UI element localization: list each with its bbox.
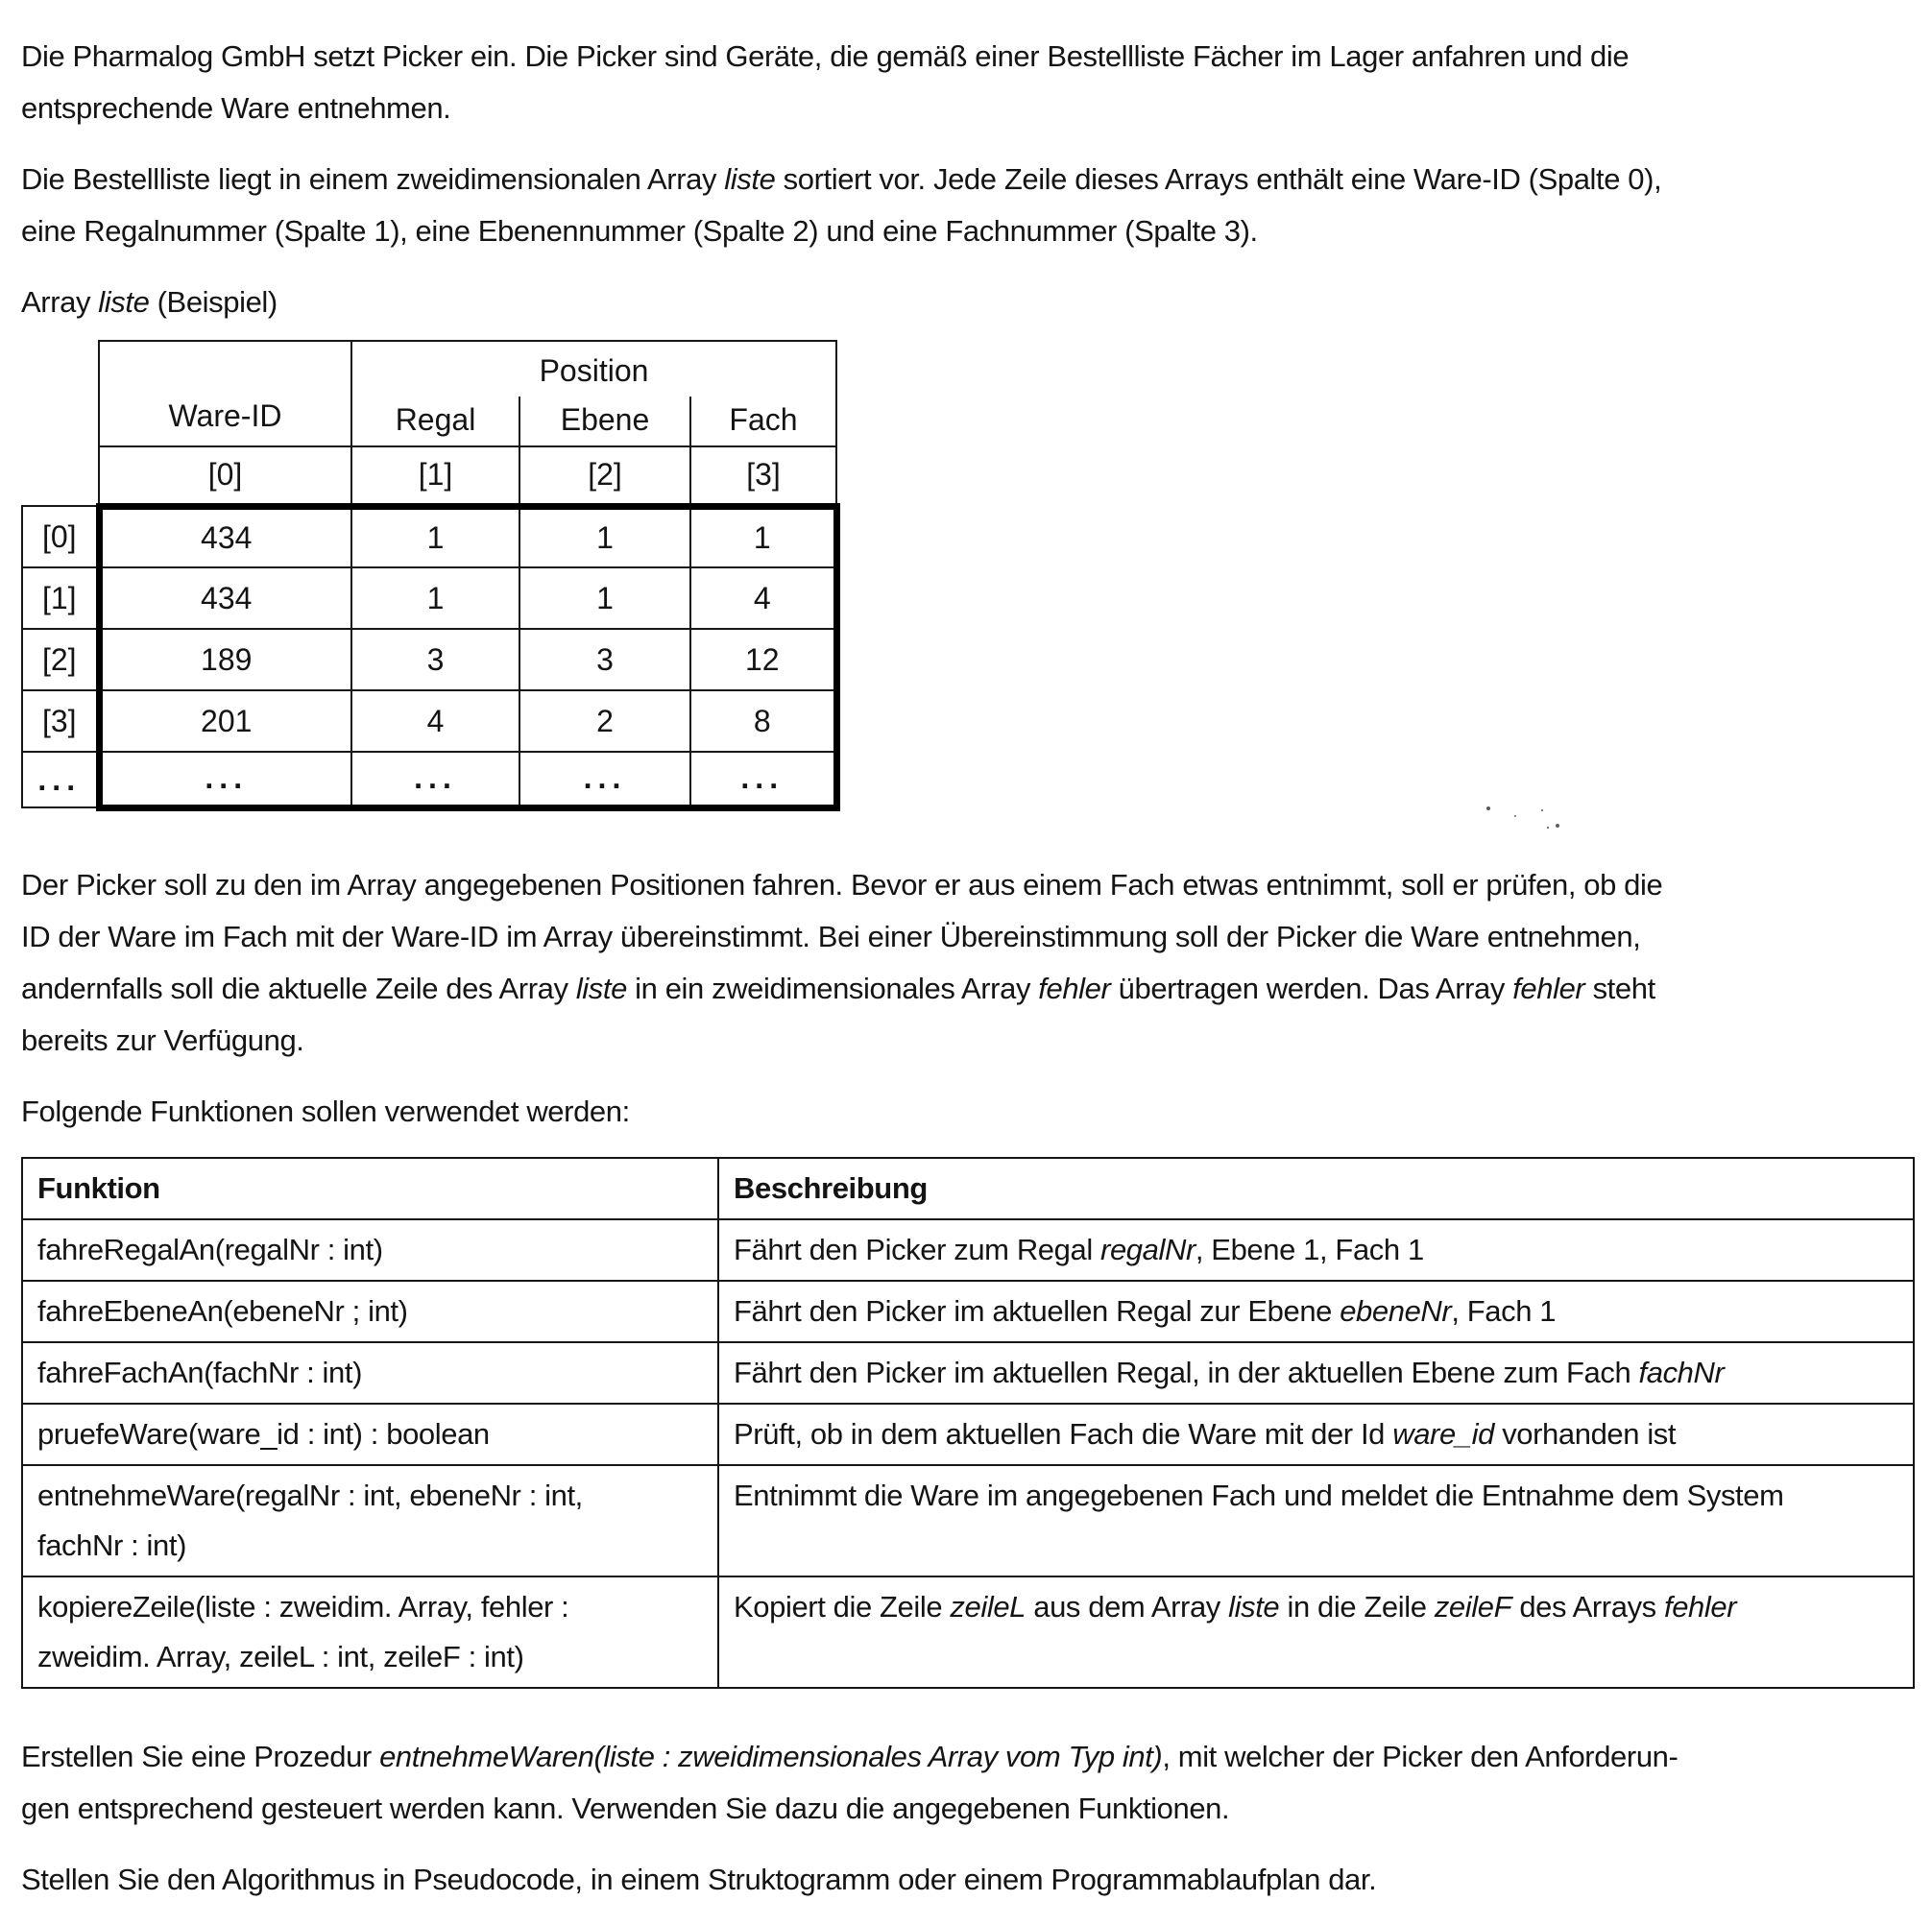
paragraph-task-representation: Stellen Sie den Algorithmus in Pseudocode, in einem Struktogramm oder einem Programmablaufplan dar. bbox=[21, 1862, 1377, 1896]
column-header-beschreibung: Beschreibung bbox=[718, 1158, 1914, 1219]
array-cell: 434 bbox=[99, 567, 351, 629]
array-cell: 201 bbox=[99, 690, 351, 752]
function-cell: fahreFachAn(fachNr : int) bbox=[22, 1342, 718, 1404]
function-cell: pruefeWare(ware_id : int) : boolean bbox=[22, 1404, 718, 1465]
row-index-cell: [0] bbox=[22, 506, 99, 567]
table-row bbox=[22, 1404, 1914, 1465]
array-cell: ... bbox=[99, 752, 351, 807]
function-table-header-row bbox=[22, 1158, 1914, 1219]
array-cell: 1 bbox=[351, 506, 519, 567]
array-cell: 1 bbox=[690, 506, 836, 567]
table-row bbox=[22, 506, 836, 567]
column-header-fach: Fach bbox=[690, 397, 836, 446]
spacer-cell bbox=[22, 446, 99, 506]
table-row bbox=[22, 690, 836, 752]
paragraph-intro: Die Pharmalog GmbH setzt Picker ein. Die Picker sind Geräte, die gemäß einer Bestellliste Fächer im Lager anfahren und die entsprechende Ware entnehmen. bbox=[21, 39, 1630, 125]
function-cell: entnehmeWare(regalNr : int, ebeneNr : int, fachNr : int) bbox=[22, 1465, 718, 1576]
row-index-cell: [3] bbox=[22, 690, 99, 752]
document-page bbox=[21, 31, 1915, 1925]
scan-artifact bbox=[1486, 806, 1490, 810]
array-cell: 1 bbox=[519, 567, 690, 629]
description-cell: Fährt den Picker im aktuellen Regal, in der aktuellen Ebene zum Fach fachNr bbox=[718, 1342, 1914, 1404]
description-cell: Kopiert die Zeile zeileL aus dem Array liste in die Zeile zeileF des Arrays fehler bbox=[718, 1576, 1914, 1688]
row-index-cell: ... bbox=[22, 752, 99, 807]
paragraph-task-procedure: Erstellen Sie eine Prozedur entnehmeWaren(liste : zweidimensionales Array vom Typ int), mit welcher der Picker den Anforderun- gen entsprechend gesteuert werden kann. Verwenden Sie dazu die angegebenen Funktionen. bbox=[21, 1739, 1678, 1825]
paragraph-bestellliste: Die Bestellliste liegt in einem zweidimensionalen Array liste sortiert vor. Jede Zeile dieses Arrays enthält eine Ware-ID (Spalte 0), eine Regalnummer (Spalte 1), eine Ebenennummer (Spalte 2) und eine Fachnummer (Spalte 3). bbox=[21, 162, 1662, 248]
column-header-regal: Regal bbox=[351, 397, 519, 446]
function-cell: fahreEbeneAn(ebeneNr ; int) bbox=[22, 1281, 718, 1342]
table-row bbox=[22, 629, 836, 690]
function-table bbox=[21, 1157, 1915, 1689]
position-group-header: Position bbox=[351, 341, 836, 397]
row-index-cell: [1] bbox=[22, 567, 99, 629]
table-row bbox=[22, 1281, 1914, 1342]
column-index-cell: [1] bbox=[351, 446, 519, 506]
column-header-ware-id: Ware-ID bbox=[99, 341, 351, 446]
column-header-ebene: Ebene bbox=[519, 397, 690, 446]
array-cell: 3 bbox=[519, 629, 690, 690]
array-cell: 12 bbox=[690, 629, 836, 690]
array-cell: 4 bbox=[690, 567, 836, 629]
table-row bbox=[22, 1465, 1914, 1576]
array-cell: 4 bbox=[351, 690, 519, 752]
array-cell: ... bbox=[351, 752, 519, 807]
column-index-cell: [0] bbox=[99, 446, 351, 506]
paragraph-picker-behavior: Der Picker soll zu den im Array angegebenen Positionen fahren. Bevor er aus einem Fach etwas entnimmt, soll er prüfen, ob die ID der Ware im Fach mit der Ware-ID im Array übereinstimmt. Bei einer Übereinstimmung soll der Picker die Ware entnehmen, andernfalls soll die aktuelle Zeile des Array liste in ein zweidimensionales Array fehler übertragen werden. Das Array fehler steht bereits zur Verfügung. bbox=[21, 867, 1663, 1057]
row-index-cell: [2] bbox=[22, 629, 99, 690]
array-cell: ... bbox=[690, 752, 836, 807]
column-header-funktion: Funktion bbox=[22, 1158, 718, 1219]
function-cell: kopiereZeile(liste : zweidim. Array, fehler : zweidim. Array, zeileL : int, zeileF : int) bbox=[22, 1576, 718, 1688]
paragraph-functions-intro: Folgende Funktionen sollen verwendet werden: bbox=[21, 1094, 630, 1128]
table-row bbox=[22, 1219, 1914, 1281]
spacer-cell bbox=[22, 341, 99, 397]
array-cell: 189 bbox=[99, 629, 351, 690]
array-cell: 1 bbox=[351, 567, 519, 629]
array-cell: 3 bbox=[351, 629, 519, 690]
function-cell: fahreRegalAn(regalNr : int) bbox=[22, 1219, 718, 1281]
array-table-caption: Array liste (Beispiel) bbox=[21, 285, 278, 319]
array-cell: 434 bbox=[99, 506, 351, 567]
position-header-row bbox=[22, 341, 836, 397]
description-cell: Prüft, ob in dem aktuellen Fach die Ware mit der Id ware_id vorhanden ist bbox=[718, 1404, 1914, 1465]
table-row bbox=[22, 1342, 1914, 1404]
description-cell: Fährt den Picker zum Regal regalNr, Ebene 1, Fach 1 bbox=[718, 1219, 1914, 1281]
array-cell: 2 bbox=[519, 690, 690, 752]
column-index-cell: [3] bbox=[690, 446, 836, 506]
array-cell: ... bbox=[519, 752, 690, 807]
table-row-ellipsis bbox=[22, 752, 836, 807]
column-index-cell: [2] bbox=[519, 446, 690, 506]
description-cell: Fährt den Picker im aktuellen Regal zur Ebene ebeneNr, Fach 1 bbox=[718, 1281, 1914, 1342]
column-index-row bbox=[22, 446, 836, 506]
spacer-cell bbox=[22, 397, 99, 446]
description-cell: Entnimmt die Ware im angegebenen Fach und meldet die Entnahme dem System bbox=[718, 1465, 1914, 1576]
table-row bbox=[22, 1576, 1914, 1688]
table-row bbox=[22, 567, 836, 629]
array-cell: 1 bbox=[519, 506, 690, 567]
array-cell: 8 bbox=[690, 690, 836, 752]
liste-array-table bbox=[21, 340, 840, 811]
